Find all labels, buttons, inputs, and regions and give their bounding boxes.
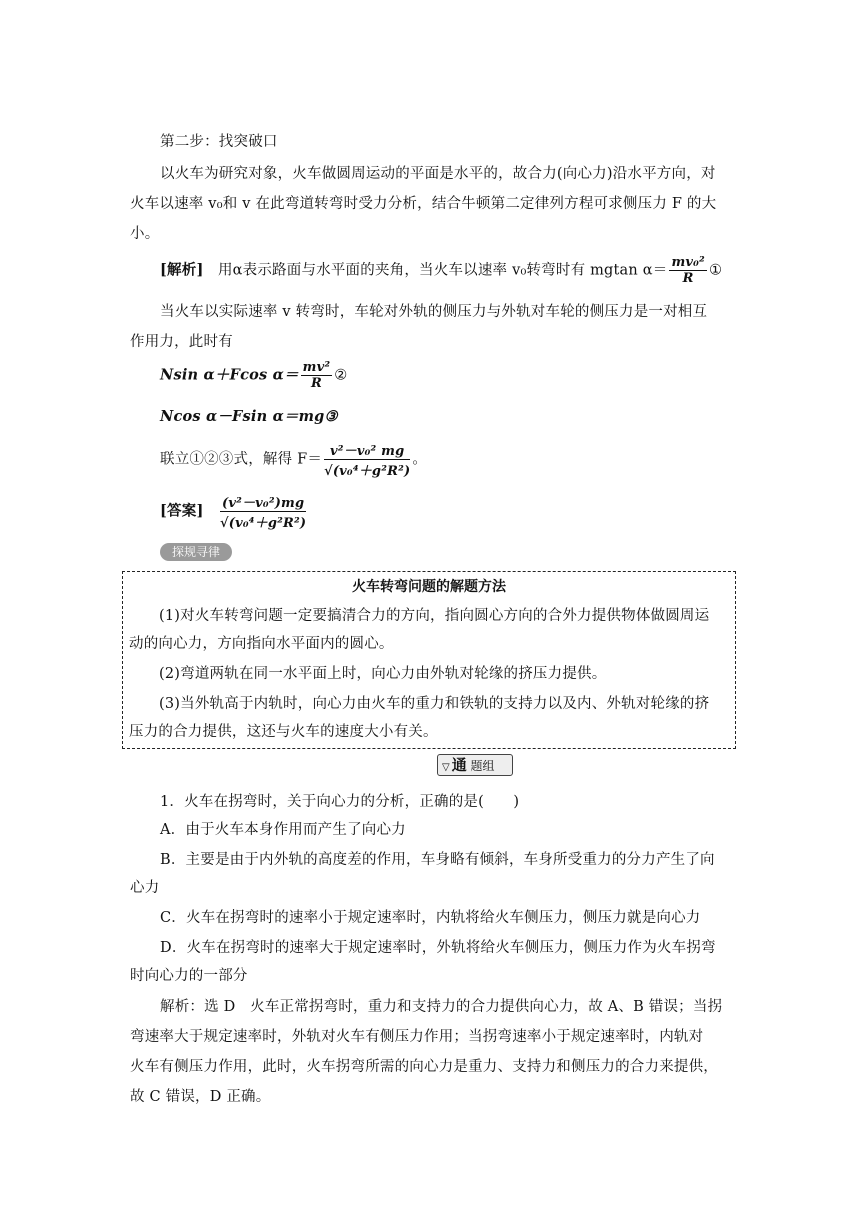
answer-tag: [答案] (160, 502, 204, 520)
method-title: 火车转弯问题的解题方法 (352, 579, 506, 595)
question-stem: 1．火车在拐弯时，关于向心力的分析，正确的是( ) (160, 794, 520, 810)
method-line: 动的向心力，方向指向水平面内的圆心。 (129, 636, 394, 652)
method-line: (3)当外轨高于内轨时，向心力由火车的重力和铁轨的支持力以及内、外轨对轮缘的挤 (159, 696, 710, 712)
fraction-denominator: R (682, 271, 694, 286)
method-box (122, 571, 736, 749)
option-b-cont: 心力 (130, 880, 160, 896)
answer-line (160, 492, 308, 531)
solution-line: 解析：选 D 火车正常拐弯时，重力和支持力的合力提供向心力，故 A、B 错误；当拐 (160, 999, 723, 1015)
fraction-denominator: √(v₀⁴＋g²R²) (324, 464, 411, 479)
fraction (301, 360, 333, 391)
equation-mark: ② (334, 367, 348, 384)
option-c: C．火车在拐弯时的速率小于规定速率时，内轨将给火车侧压力，侧压力就是向心力 (160, 910, 701, 926)
method-line: 压力的合力提供，这还与火车的速度大小有关。 (129, 724, 438, 740)
method-line: (2)弯道两轨在同一水平面上时，向心力由外轨对轮缘的挤压力提供。 (159, 666, 607, 682)
period: 。 (412, 451, 428, 468)
equation-text: Nsin α＋Fcos α＝ (160, 366, 299, 384)
equation-2 (160, 360, 347, 391)
fraction-numerator: mv² (302, 360, 331, 375)
solution-line: 火车有侧压力作用，此时，火车拐弯所需的向心力是重力、支持力和侧压力的合力来提供， (130, 1059, 718, 1075)
option-d-cont: 时向心力的一部分 (130, 968, 248, 984)
triangle-icon: ▽ (442, 762, 450, 773)
solution-line: 弯速率大于规定速率时，外轨对火车有侧压力作用；当拐弯速率小于规定速率时，内轨对 (130, 1029, 704, 1045)
fraction-numerator: mv₀² (671, 255, 705, 270)
equation-mark: ① (708, 262, 723, 279)
step-paragraph-line: 火车以速率 v₀和 v 在此弯道转弯时受力分析，结合牛顿第二定律列方程可求侧压力 F 的大 (130, 196, 717, 212)
solution-line: 故 C 错误，D 正确。 (130, 1089, 271, 1105)
option-a: A．由于火车本身作用而产生了向心力 (160, 822, 406, 838)
fraction (324, 440, 410, 479)
step-paragraph-line: 以火车为研究对象，火车做圆周运动的平面是水平的，故合力(向心力)沿水平方向，对 (160, 166, 716, 182)
option-d: D．火车在拐弯时的速率大于规定速率时，外轨将给火车侧压力，侧压力作为火车拐弯 (160, 940, 716, 956)
fraction-numerator: (v²－v₀²)mg (220, 492, 306, 512)
topic-group-label (437, 754, 513, 776)
explore-badge: 探规寻律 (160, 543, 232, 561)
analysis-result (160, 440, 427, 479)
fraction-denominator: √(v₀⁴＋g²R²) (220, 516, 307, 531)
method-line: (1)对火车转弯问题一定要搞清合力的方向，指向圆心方向的合外力提供物体做圆周运 (159, 608, 710, 624)
analysis-tag: [解析] (160, 261, 204, 279)
option-b: B．主要是由于内外轨的高度差的作用，车身略有倾斜，车身所受重力的分力产生了向 (160, 852, 715, 868)
step-heading: 第二步：找突破口 (160, 134, 278, 150)
fraction (669, 255, 707, 286)
analysis-line (160, 255, 722, 286)
result-text: 联立①②③式，解得 F＝ (160, 451, 323, 468)
analysis-line: 作用力，此时有 (130, 334, 233, 350)
group-small-text: 题组 (470, 759, 495, 773)
answer-fraction (220, 492, 306, 531)
equation-3: Ncos α－Fsin α＝mg③ (160, 408, 338, 425)
fraction-numerator: v²－v₀² mg (324, 440, 410, 460)
step-paragraph-line: 小。 (130, 226, 160, 242)
fraction-denominator: R (310, 376, 322, 391)
analysis-line: 当火车以实际速率 v 转弯时，车轮对外轨的侧压力与外轨对车轮的侧压力是一对相互 (160, 304, 708, 320)
group-big-char: 通 (451, 756, 467, 774)
analysis-text: 用α表示路面与水平面的夹角，当火车以速率 v₀转弯时有 mgtan α＝ (217, 262, 668, 279)
